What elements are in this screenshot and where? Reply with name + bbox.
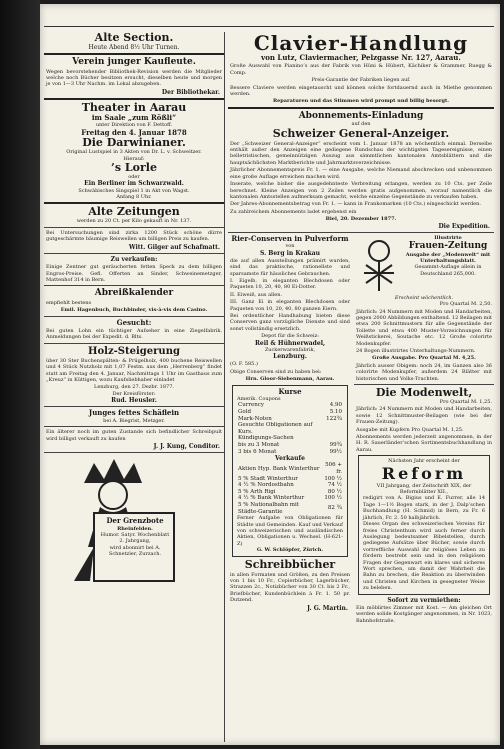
poster-text — [98, 517, 172, 557]
right-two-col-area — [228, 235, 494, 677]
reform-pre: Nächsten Jahr erscheint der — [388, 458, 460, 465]
divider — [44, 452, 224, 453]
clavier-line2: Preis-Garantie der Fabriken liegen auf. — [311, 77, 411, 84]
right-column — [228, 32, 494, 742]
abo-text4: Der Jahres-Abonnementsbetrag von Fr. 1. — kann in Frankomarken (10 Cts.) eingeschickt werden. — [230, 201, 481, 208]
divider — [44, 285, 224, 286]
conserven-ref: (O. F. 585.) — [230, 361, 258, 368]
reform-text: redigirt von A. Bigius und E. Furrer, alle 14 Tage 1—1½ Bogen stark, in der J. Dalp’schen Buchhandlung (H. Schmid) in Bern, zu Fr. 6 jährlich, Fr. 2. 50 halbjährlich. — [363, 495, 485, 521]
abreisskalender-title: Abreißkalender — [94, 288, 174, 299]
verkaufe-table — [237, 462, 343, 515]
reform-sub: VII Jahrgang, der Zeitschrift XIX, der Reformblätter XII., — [376, 482, 472, 496]
modenwelt-text: Jährlich: 24 Nummern mit Moden und Handarbeiten, sowie 12 Schnittmuster-Beilagen (wie bei der Frauen-Zeitung). — [356, 406, 492, 426]
sofort-title: Sofort zu vermiethen: — [387, 596, 461, 604]
schaeflein-sub: bei A. Biegrist, Metzger. — [103, 417, 165, 424]
divider — [44, 98, 224, 100]
conserven-dealer: Reil & Hühnerwadel, — [254, 339, 326, 347]
table-row: Currency 4.90 — [238, 402, 342, 409]
inner-right-column — [354, 235, 494, 625]
holz-date: Lenzburg, den 27. Dezbr. 1877. — [94, 384, 174, 391]
sofort-text: Ein möblirtes Zimmer mit Kost. — Am gleichen Ort werden solide Kostgänger angenommen, in Nr. 1023, Bahnhofstraße. — [356, 604, 492, 624]
modenwelt-text2: Ausgabe mit Kupfern Pro Quartal M. 1,25. — [356, 426, 464, 433]
divider — [44, 406, 224, 407]
divider — [44, 227, 224, 228]
theater-play2: ’s Lorle — [111, 161, 157, 175]
divider — [228, 232, 494, 233]
abo-auf: auf den — [351, 121, 371, 128]
conserven-text: die auf allen Ausstellungen prämirt wurden, sind das praktische, rationellste und sparsamste für häusliches Gebrauchen. — [230, 257, 350, 277]
divider — [44, 53, 224, 55]
abo-text5: Zu zahlreichem Abonnements ladet ergebenst ein — [230, 208, 357, 215]
newspaper-page — [40, 4, 500, 745]
theater-hierauf: Hierauf: — [123, 155, 145, 162]
schaeflein-sign: J. J. Kung, Conditor. — [153, 443, 220, 451]
frauen-sub: Ausgabe der „Modenwelt“ mit Unterhaltungsblatt. — [405, 251, 491, 264]
modenwelt-text3: Abonnements werden jederzeit angenommen, in der H. R. Sauerländer’schen Sortimentsbuchhandlung in Aarau. — [356, 434, 492, 453]
poster-info: Humor. Satyr. Wochenblatt — [100, 532, 170, 539]
theater-start: Anfang 8 Uhr. — [116, 194, 152, 201]
alte-zeitungen-title: Alte Zeitungen — [88, 205, 180, 219]
modenwelt-title: Die Modenwelt, — [375, 386, 473, 400]
divider — [228, 107, 494, 109]
table-row: Mark-Noten 122¾ — [238, 415, 342, 422]
reform-box — [358, 455, 490, 594]
abo-text1: Der „Schweizer General-Anzeiger“ erscheint vom 1. Januar 1878 an wöchentlich einmal. Derselbe enthält außer den Anzeigen eine gediegene Rundschau der wichtigsten Tagesereignisse, einen belletristischen, gemeinnützigen Auszug aus sämmtlichen kantonalen Amtsblättern und die hauptsächlichsten Marktberichte und Jahrmarktsverzeichnisse. — [230, 140, 492, 166]
abo-text3: Inserate, welche bisher die ausgedehnteste Verbreitung erlangen, werden zu 10 Cts. per Zeile berechnet. Kleine Anzeigen von 2 Zeilen werden gratis aufgenommen, worauf namentlich die kantonalen Amtsstellen aufmerksam gemacht, welche einzelne Gegenstände zu verkaufen haben. — [230, 181, 492, 200]
frauen-header-text — [402, 235, 494, 277]
untersuchung-sign: Witt. Gilger auf Schafmatt. — [128, 243, 220, 251]
conserven-text2: Bei ordentlicher Handhabung bieten diese Conserven ganz vorzügliche Dienste und sind sonst vollständig ersetzlich. — [230, 313, 350, 332]
kurse-table — [237, 402, 343, 455]
theater-title: Theater in Aarau — [81, 101, 187, 115]
theater-play2-sub: Ein Berliner im Schwarzwald. — [84, 180, 184, 188]
grenzbote-poster — [54, 455, 214, 585]
frauen-grosse: Große Ausgabe. Pro Quartal M. 4,25. — [372, 355, 476, 362]
schreib-sign: J. G. Martin. — [307, 604, 348, 612]
modenwelt-preis: Pro Quartal M. 1,25. — [439, 399, 492, 406]
abo-paper: Schweizer General-Anzeiger. — [272, 126, 450, 140]
kurse-sub: Amerik. Coupons — [237, 396, 281, 403]
frauen-text2: 24 Bogen illustrirtes Unterhaltungs-Nummern. — [356, 347, 476, 354]
conserven-von: von — [285, 243, 295, 250]
clavier-sub: von Lutz, Claviermacher, Pelzgasse Nr. 127, Aarau. — [261, 53, 461, 62]
zu-verkaufen-text: Einige Zentner gut geräucherten fetten Speck zu dem billigen Engros-Preise. Gefl. Offerten an Sinder, Schweinemetzger, Mattenhof 314 in Bern. — [46, 264, 222, 283]
conserven-title: Rier-Conserven in Pulverform — [231, 233, 349, 243]
untersuchung-text: Bei Untersuchungen sind zirka 1200 Stück schöne dürre gutgeschärmte bäumige Reiswellen um billigen Preis zu kaufen. — [46, 229, 222, 243]
verein-sign: Der Bibliothekar. — [161, 88, 220, 96]
table-row: Gesuchte Obligationen auf Kurs. — [238, 422, 313, 435]
schreib-title: Schreibbücher — [244, 557, 336, 571]
schaeflein-title: Junges fettes Schäflein — [88, 408, 180, 418]
alte-section-title: Alte Section. — [94, 32, 174, 44]
divider — [44, 202, 224, 204]
conserven-dealer2: Zuckerwarenfabrik, — [264, 346, 316, 353]
holz-text: über 30 Ster Buchenspälten- & Prügelholz, 400 buchene Reiswellen und 4 Stück Nutzholz mit 1,07 Festm. aus dem „Herrenberg“ findet statt am Freitag den 4. Januar, Nachmittags 1 Uhr im Gasthaus zum „Kreuz“ in Küttigen, wozu Kaufsliebhaber einladet — [46, 357, 222, 383]
theater-play-info: Original Lustspiel in 3 Akten von Dr. L. v. Schweitzer. — [66, 149, 202, 156]
divider — [44, 253, 224, 254]
schaeflein-text: Ein älterer noch im guten Zustande sich befindlicher Schreibpult wird billigst verkauft zu kaufen — [46, 429, 222, 442]
frauen-header — [354, 235, 494, 295]
verkaufe-title: Verkaufe — [275, 455, 305, 463]
gesucht-title: Gesucht: — [116, 317, 152, 327]
frauen-emblem-icon — [354, 235, 404, 293]
frauen-aufl: Gesammt-Auflage allein in Deutschland 265,000. — [414, 264, 482, 277]
theater-play2-info: Schwäbisches Singspiel 1 in Akt von Wagst. — [78, 187, 190, 194]
kurse-title: Kurse — [278, 386, 302, 396]
holz-sign-pre: Der Kreisförster: — [112, 390, 156, 397]
table-row: 4 ½ % Bank Winterthur 100 ½ — [238, 495, 342, 502]
frauen-title: Frauen-Zeitung — [408, 241, 488, 252]
clavier-line1: Große Auswahl von Pianino’s aus der Fabrik von Hüni & Hübert, Kächiker & Grammer, Ruegg & Comp. — [230, 63, 492, 76]
poster-year: 2. Jahrgang, — [119, 538, 151, 545]
reform-title: Reform — [381, 463, 467, 483]
conserven-list-2: III. Ganz Ei in eleganten Blechdosen oder Paqueten von 10, 20, 40, 80 ganzen Eiern. — [230, 299, 350, 312]
abreisskalender-text: empfiehlt bestens — [46, 299, 92, 306]
table-row: 4 ½ % Nordostbahn 74 ½ — [238, 482, 342, 489]
verein-title: Verein junger Kaufleute. — [72, 57, 196, 68]
conserven-depot: Depot für die Schweiz: — [261, 333, 319, 340]
table-row: 5 % Stadt Winterthur 100 ½ — [238, 475, 342, 482]
clavier-title: Clavier-Handlung — [253, 32, 469, 55]
conserven-line: Obige Conserven sind zu haben bei: — [230, 368, 322, 375]
frauen-preis: Pro Quartal M. 2,50. — [439, 301, 492, 308]
holz-sign: Rud. Heusler. — [111, 397, 157, 405]
divider — [44, 316, 224, 317]
abo-text2: Jährlicher Abonnementspreis Fr. 1. — eine Ausgabe, welche Niemand abschrecken und unbenommen eine große Auflage erreichen machen wird. — [230, 167, 492, 180]
header-rule — [44, 26, 494, 27]
table-row: bis zu 3 Monat 99¾ — [238, 442, 342, 449]
conserven-list-0: I. Eigelb, in eleganten Blechdosen oder Paqueten 10, 20, 40, 80 Ei-Dotter. — [230, 277, 350, 291]
table-row: 5 % Nationalbahn mit Städte-Garantie 82 ¾ — [238, 501, 342, 515]
alte-zeitungen-text: werden zu 20 Ct. per Kilo gekauft in Nr. 137. — [76, 218, 192, 225]
table-row: Gold 5.10 — [238, 409, 342, 416]
frauen-grosse-text: Jährlich ausser Obigem: noch 24, im Ganzen also 36 colorirte Modenkupfer, außerdem 24 Blätter mit historischen und Volks-Trachten. — [356, 362, 492, 382]
left-column — [44, 32, 225, 742]
abo-place: Biel, 20. Dezember 1877. — [325, 216, 397, 223]
clavier-line4: Reparaturen und das Stimmen wird prompt und billig besorgt. — [272, 98, 450, 105]
inner-left-column — [228, 235, 352, 612]
frauen-erscheint: Erscheint wöchentlich. — [394, 294, 454, 301]
kurse-box — [232, 385, 348, 557]
poster-title: Der Grenzbote — [106, 516, 164, 526]
theater-oder: oder — [128, 174, 140, 181]
table-row: 3 bis 6 Monat 99½ — [238, 448, 342, 455]
divider — [44, 343, 224, 344]
alte-section-sub: Heute Abend 8½ Uhr Turnen. — [88, 44, 180, 51]
theater-play: Die Darwinianer. — [82, 136, 186, 150]
poster-sub: Rheinfelden. — [117, 525, 153, 532]
gesucht-text: Bei guten Lohn ein tüchtiger Aufseher in eine Ziegelfabrik. Anmeldungen bei der Expedit. d. Blts. — [46, 327, 222, 341]
frauen-text: Jährlich: 24 Nummern mit Moden und Handarbeiten, gegen 2000 Abbildungen enthaltend. 12 Beilagen mit etwa 200 Schnittmustern für alle Gegenstände der Toilette und etwa 400 Muster-Vorzeichnungen für Weißstickerei, Soutache etc. 12 Große colorirte Modenkupfer. — [356, 308, 492, 347]
theater-date: Freitag den 4. Januar 1878 — [81, 127, 187, 137]
frauen-label: Illustrirte — [434, 234, 462, 241]
theater-director: unter Direktion von F. Dettoff. — [95, 122, 173, 129]
verein-text: Wegen bevorstehender Bibliothek-Revision werden die Mitglieder welche noch Bücher besitzen ersucht, dieselben heute und morgen je von 1—3 Uhr Nachm. im Lokal abzugeben. — [46, 68, 222, 88]
schreib-text: in allen Formaten und Größen, zu den Preisen von 1 bis 10 Fr., Copierbücher, Lagerbücher, Strazzen 2c., Notizbücher von 30 Ct. bis 2 Fr., Briefbücher, Kundenbüchlein à Fr. 1. 50 pr. Dutzend. — [230, 571, 350, 604]
conserven-vendor: Hrn. Gloor-Siebenmann, Aarau. — [245, 376, 335, 383]
table-row: Aktien Hyp. Bank Winterthur 506 + fr. — [238, 462, 342, 476]
scan-background — [0, 0, 40, 749]
conserven-city: Lenzburg. — [273, 353, 307, 361]
conserven-list-1: II. Eiweiß, aus allen. — [230, 291, 283, 298]
abo-sign: Die Expedition. — [438, 222, 490, 230]
divider — [354, 384, 494, 385]
clavier-line3: Bessere Claviere werden eingetauscht und können solche fortdauernd auch in Miethe genommen werden. — [230, 84, 492, 98]
conserven-maker: S. Berg in Krakau — [259, 249, 321, 257]
abreisskalender-sign: Emil. Hagenbuch, Buchbinder, vis-à-vis dem Casino. — [60, 307, 208, 314]
poster-note: wird abonnirt bei A. Schnetzler, Zurzach. — [108, 544, 162, 558]
table-row: 5 % Arth Rigi 80 ½ — [238, 488, 342, 495]
verkaufe-text: Ferner Aufgabe von Obligationen für Städte und Gemeinden. Kauf und Verkauf von schweizerischen und ausländischen Aktien, Obligationen u. Wechsel. (H-621-Z) — [237, 515, 343, 547]
reform-text2: Dieses Organ des schweizerischen Vereins für freies Christenthum wird auch ferner durch Auslegung bedeutsamer Bibelstellen, durch gediegene Aufsätze über Bücher, sowie durch vortreffliche Auswahl ihr religiöses Leben zu fördern bestrebt sein und in den religiösen Fragen der Gegenwart ein klares und sicheres Wort sprechen, um damit der Wahrheit die Bahn zu brechen, die Reaktion zu überwinden und Christen und Kirchen in gesegneter Weise zu beleben. — [363, 521, 485, 592]
holz-title: Holz-Steigerung — [88, 345, 180, 357]
abo-title: Abonnements-Einladung — [298, 110, 424, 121]
table-row: Kündigungs-Sachen — [238, 435, 294, 442]
zu-verkaufen-title: Zu verkaufen: — [110, 255, 158, 263]
verkaufe-sign: G. W. Schlöpfer, Zürich. — [256, 547, 324, 554]
divider — [44, 426, 224, 427]
theater-venue: im Saale „zum Rößli“ — [91, 113, 177, 123]
